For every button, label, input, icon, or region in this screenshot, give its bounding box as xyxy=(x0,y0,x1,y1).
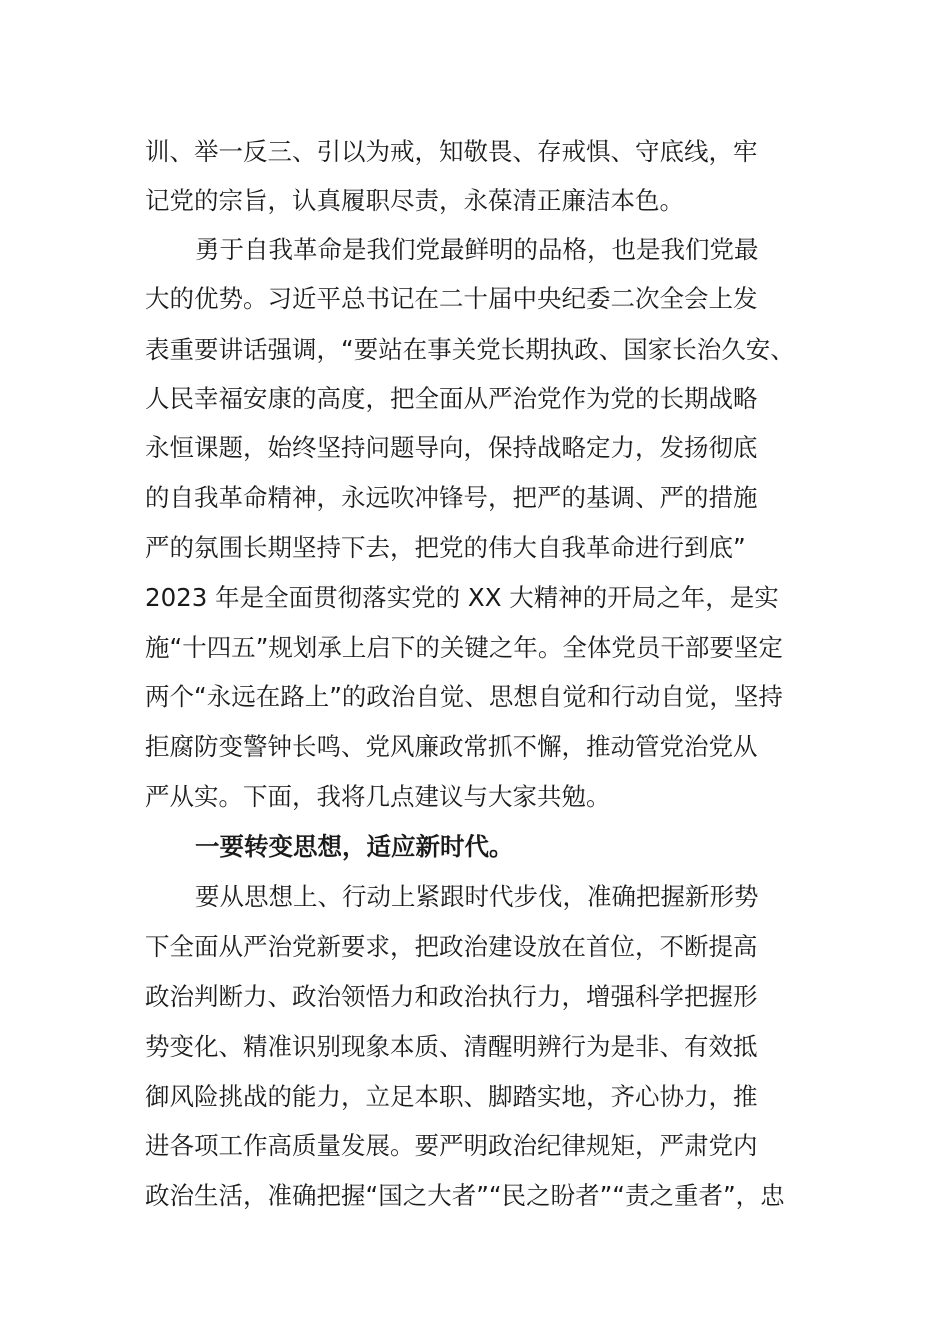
paragraph-start-line: 勇于自我革命是我们党最鲜明的品格，也是我们党最 xyxy=(195,235,759,264)
text-line: 表重要讲话强调，“要站在事关党长期执政、国家长治久安、 xyxy=(145,335,795,364)
text-line: 训、举一反三、引以为戒，知敬畏、存戒惧、守底线，牢 xyxy=(145,137,758,166)
text-line: 施“十四五”规划承上启下的关键之年。全体党员干部要坚定 xyxy=(145,633,783,662)
paragraph-start-line: 要从思想上、行动上紧跟时代步伐，准确把握新形势 xyxy=(195,882,759,911)
text-line: 拒腐防变警钟长鸣、党风廉政常抓不懈，推动管党治党从 xyxy=(145,732,758,761)
text-line: 2023 年是全面贯彻落实党的 XX 大精神的开局之年，是实 xyxy=(145,583,779,612)
text-line: 政治生活，准确把握“国之大者”“民之盼者”“责之重者”，忠 xyxy=(145,1181,785,1210)
text-line: 进各项工作高质量发展。要严明政治纪律规矩，严肃党内 xyxy=(145,1131,758,1160)
text-line: 大的优势。习近平总书记在二十届中央纪委二次全会上发 xyxy=(145,284,758,313)
text-line: 永恒课题，始终坚持问题导向，保持战略定力，发扬彻底 xyxy=(145,433,758,462)
text-line: 势变化、精准识别现象本质、清醒明辨行为是非、有效抵 xyxy=(145,1032,758,1061)
text-line: 下全面从严治党新要求，把政治建设放在首位，不断提高 xyxy=(145,932,758,961)
text-line: 两个“永远在路上”的政治自觉、思想自觉和行动自觉，坚持 xyxy=(145,682,783,711)
text-line: 严的氛围长期坚持下去，把党的伟大自我革命进行到底” xyxy=(145,533,746,562)
text-line: 记党的宗旨，认真履职尽责，永葆清正廉洁本色。 xyxy=(145,186,684,215)
text-line: 人民幸福安康的高度，把全面从严治党作为党的长期战略 xyxy=(145,384,758,413)
text-line: 严从实。下面，我将几点建议与大家共勉。 xyxy=(145,782,611,811)
section-heading: 一要转变思想，适应新时代。 xyxy=(195,832,514,861)
text-line: 御风险挑战的能力，立足本职、脚踏实地，齐心协力，推 xyxy=(145,1082,758,1111)
text-line: 的自我革命精神，永远吹冲锋号，把严的基调、严的措施 xyxy=(145,483,758,512)
text-line: 政治判断力、政治领悟力和政治执行力，增强科学把握形 xyxy=(145,982,758,1011)
